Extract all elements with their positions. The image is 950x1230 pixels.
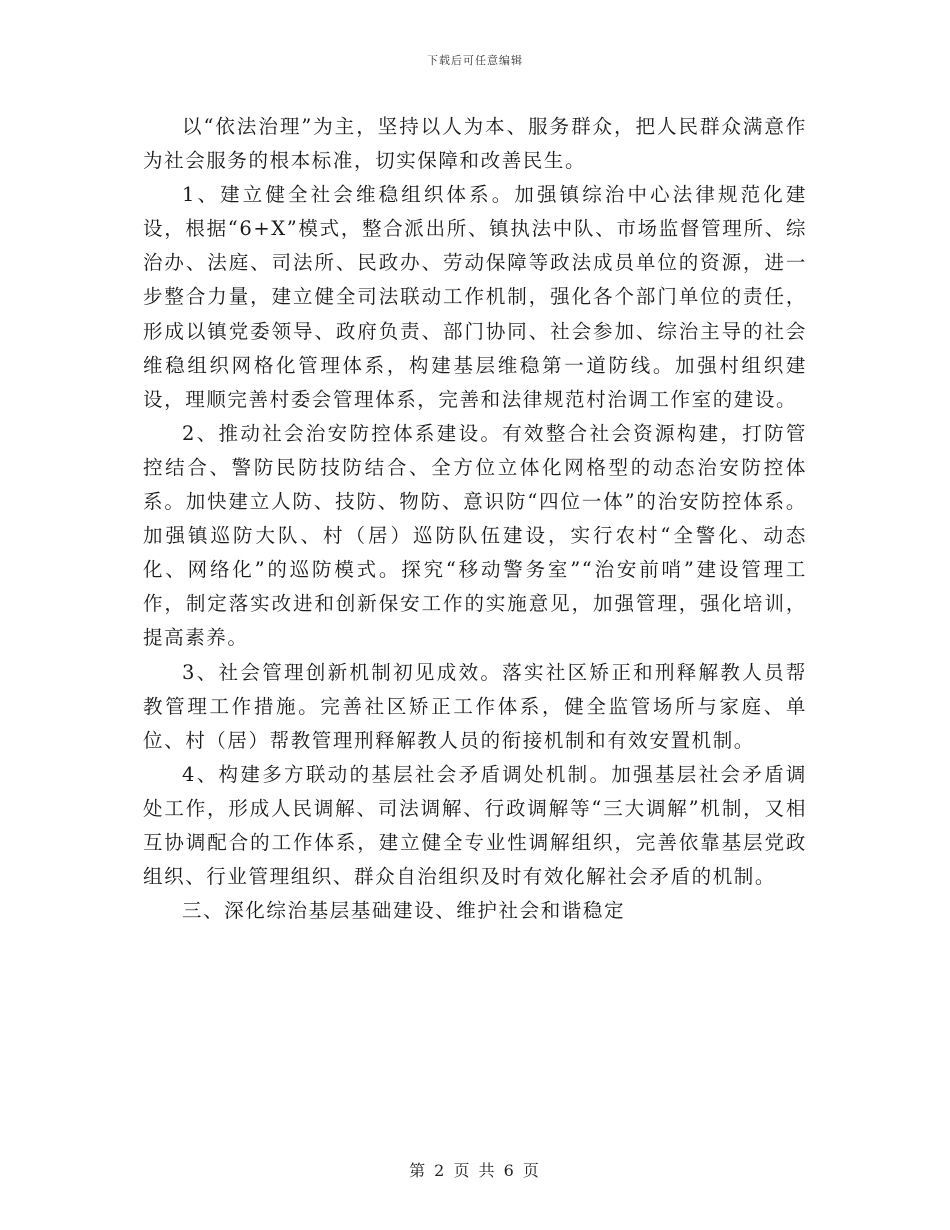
paragraph-item-1: 1、建立健全社会维稳组织体系。加强镇综治中心法律规范化建设，根据“6+X”模式，整合派出所、镇执法中队、市场监督管理所、综治办、法庭、司法所、民政办、劳动保障等政法成员单位的资源，进一步整合力量，建立健全司法联动工作机制，强化各个部门单位的责任，形成以镇党委领导、政府负责、部门协同、社会参加、综治主导的社会维稳组织网格化管理体系，构建基层维稳第一道防线。加强村组织建设，理顺完善村委会管理体系，完善和法律规范村治调工作室的建设。 (143, 183, 807, 411)
section-heading-3: 三、深化综治基层基础建设、维护社会和谐稳定 (182, 899, 626, 923)
page-header: 下载后可任意编辑 (427, 54, 523, 67)
document-body (143, 110, 807, 928)
page-footer: 第 2 页 共 6 页 (409, 1161, 541, 1180)
paragraph-item-2: 2、推动社会治安防控体系建设。有效整合社会资源构建，打防管控结合、警防民防技防结合、全方位立体化网格型的动态治安防控体系。加快建立人防、技防、物防、意识防“四位一体”的治安防控体系。加强镇巡防大队、村（居）巡防队伍建设，实行农村“全警化、动态化、网络化”的巡防模式。探究“移动警务室”“治安前哨”建设管理工作，制定落实改进和创新保安工作的实施意见，加强管理，强化培训，提高素养。 (143, 421, 807, 650)
paragraph-intro: 以“依法治理”为主，坚持以人为本、服务群众，把人民群众满意作为社会服务的根本标准，切实保障和改善民生。 (143, 115, 807, 173)
paragraph-item-3: 3、社会管理创新机制初见成效。落实社区矫正和刑释解教人员帮教管理工作措施。完善社区矫正工作体系，健全监管场所与家庭、单位、村（居）帮教管理刑释解教人员的衔接机制和有效安置机制。 (143, 660, 807, 752)
paragraph-item-4: 4、构建多方联动的基层社会矛盾调处机制。加强基层社会矛盾调处工作，形成人民调解、司法调解、行政调解等“三大调解”机制，又相互协调配合的工作体系，建立健全专业性调解组织，完善依靠基层党政组织、行业管理组织、群众自治组织及时有效化解社会矛盾的机制。 (143, 762, 807, 889)
